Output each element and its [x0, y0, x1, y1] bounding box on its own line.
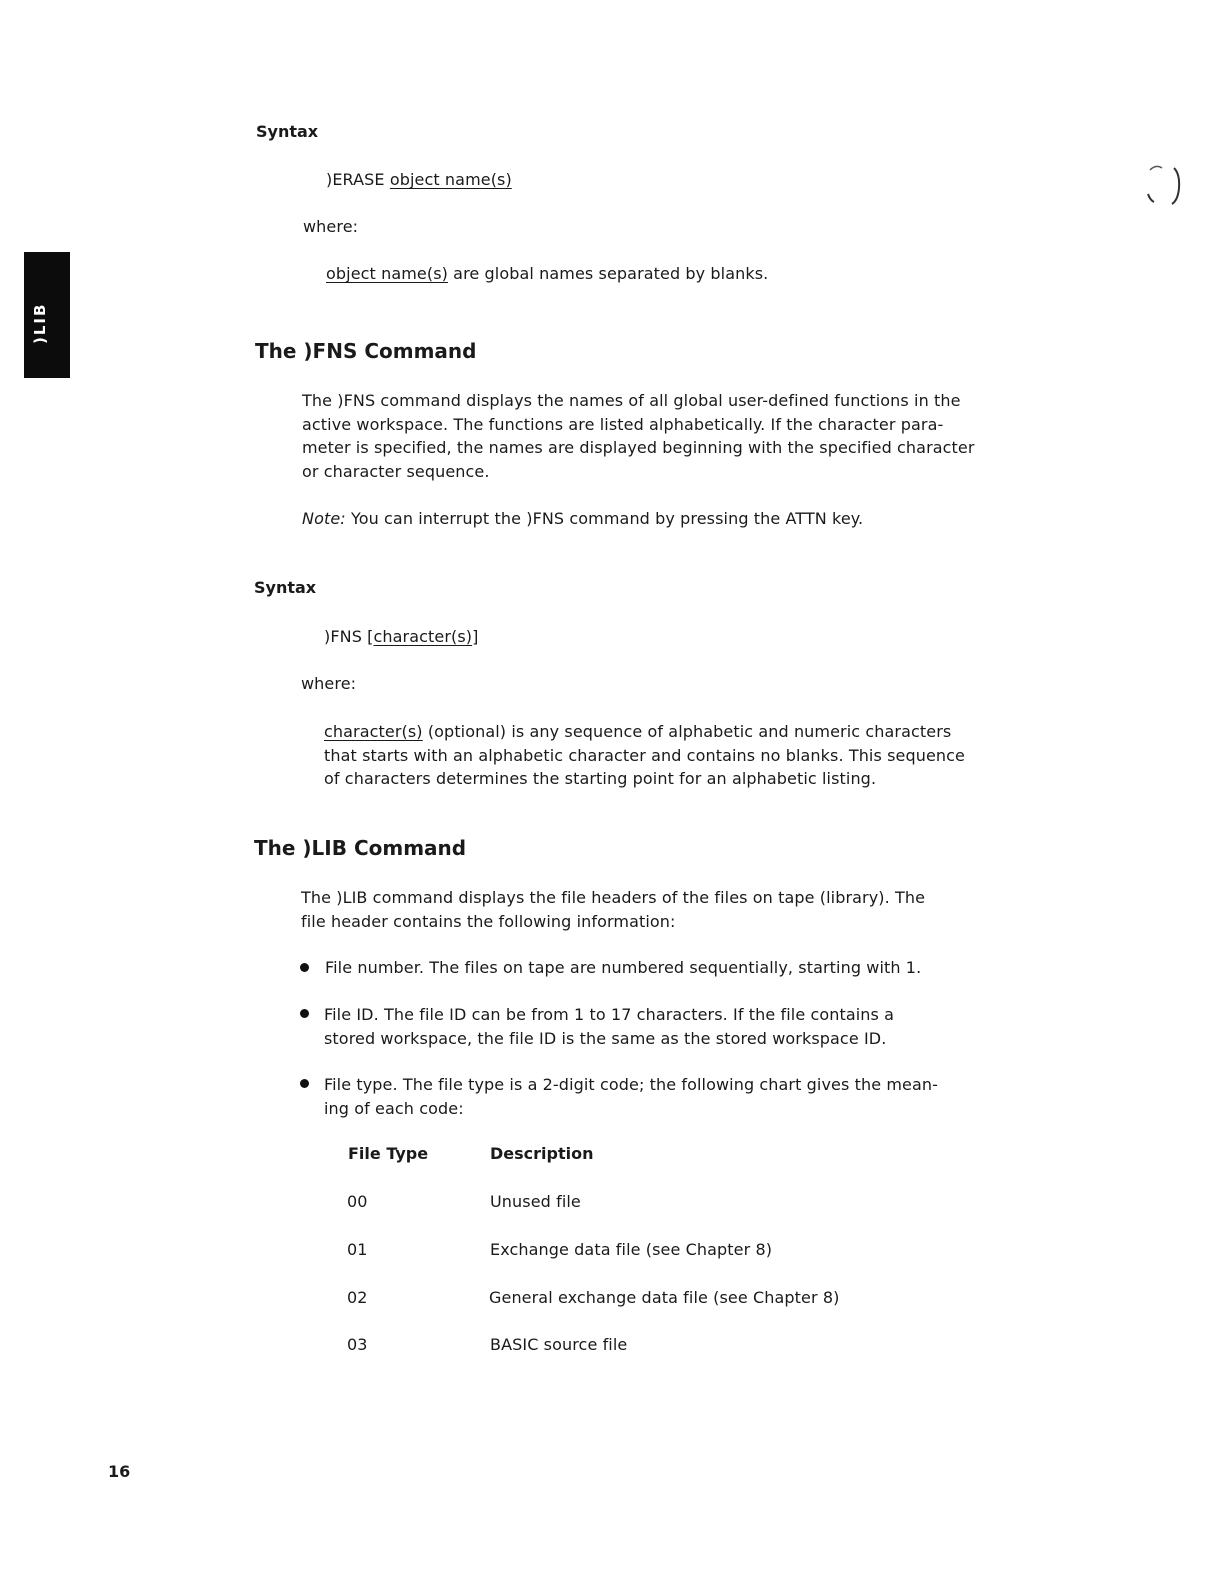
- paragraph-line: meter is specified, the names are displayed beginning with the specified character: [302, 438, 975, 457]
- erase-where-label: where:: [303, 217, 359, 236]
- section-thumb-tab: [24, 252, 70, 378]
- table-cell-description: BASIC source file: [490, 1335, 628, 1354]
- lib-paragraph: [301, 886, 925, 933]
- fns-bracket-open: [: [367, 627, 374, 646]
- fns-command-param: character(s): [373, 627, 473, 646]
- bullet-line: ing of each code:: [324, 1098, 464, 1118]
- page-number: 16: [108, 1462, 131, 1481]
- fns-syntax-command: [324, 625, 478, 649]
- param-line: that starts with an alphabetic character and contains no blanks. This sequence: [324, 745, 966, 765]
- table-cell-code: 03: [347, 1335, 368, 1354]
- bullet-line: File number. The files on tape are numbered sequentially, starting with 1.: [325, 958, 922, 977]
- bullet-line: File ID. The file ID can be from 1 to 17 characters. If the file contains a: [324, 1005, 895, 1024]
- fns-where-label: where:: [301, 674, 357, 693]
- fns-param-desc: (optional) is any sequence of alphabetic and numeric characters: [422, 722, 952, 741]
- bullet-item-file-number: [325, 956, 921, 980]
- bullet-item-file-id: [324, 1003, 894, 1050]
- erase-param-term: object name(s): [326, 264, 448, 283]
- table-cell-code: 01: [347, 1240, 368, 1259]
- param-line: of characters determines the starting point for an alphabetic listing.: [324, 769, 877, 788]
- erase-syntax-command: [326, 168, 512, 192]
- bullet-icon: [300, 1009, 309, 1018]
- fns-param-term: character(s): [324, 722, 423, 741]
- fns-syntax-heading: Syntax: [254, 578, 317, 597]
- paragraph-line: or character sequence.: [302, 461, 490, 481]
- erase-syntax-heading: Syntax: [256, 122, 319, 141]
- table-cell-code: 00: [347, 1192, 368, 1211]
- table-cell-description: Exchange data file (see Chapter 8): [490, 1240, 773, 1259]
- fns-note: [302, 507, 863, 531]
- table-cell-description: General exchange data file (see Chapter 8): [489, 1288, 840, 1307]
- paragraph-line: file header contains the following information:: [301, 911, 676, 931]
- note-text: You can interrupt the )FNS command by pressing the ATTN key.: [345, 509, 864, 528]
- thumb-tab-label: )LIB: [31, 302, 49, 344]
- bullet-line: stored workspace, the file ID is the same as the stored workspace ID.: [324, 1028, 887, 1048]
- paragraph-line: The )LIB command displays the file headers of the files on tape (library). The: [301, 888, 926, 907]
- erase-command-param: object name(s): [389, 170, 512, 189]
- bullet-line: File type. The file type is a 2-digit code; the following chart gives the mean-: [324, 1075, 939, 1094]
- bullet-icon: [300, 1079, 309, 1088]
- table-header-file-type: File Type: [348, 1144, 429, 1163]
- fns-param-definition: [324, 720, 965, 791]
- erase-param-desc: are global names separated by blanks.: [448, 264, 769, 283]
- table-header-description: Description: [490, 1144, 594, 1163]
- table-cell-description: Unused file: [490, 1192, 581, 1211]
- fns-paragraph: [302, 389, 975, 483]
- paragraph-line: The )FNS command displays the names of all global user-defined functions in the: [302, 391, 961, 410]
- erase-command-keyword: )ERASE: [326, 170, 390, 189]
- table-cell-code: 02: [347, 1288, 368, 1307]
- bullet-icon: [300, 963, 309, 972]
- param-line: [324, 720, 965, 744]
- fns-section-title: The )FNS Command: [255, 339, 477, 363]
- note-label: Note:: [302, 509, 346, 528]
- erase-param-definition: [326, 262, 768, 286]
- bullet-item-file-type: [324, 1073, 938, 1120]
- fns-command-keyword: )FNS: [324, 627, 368, 646]
- fns-bracket-close: ]: [472, 627, 479, 646]
- paragraph-line: active workspace. The functions are listed alphabetically. If the character para-: [302, 414, 944, 434]
- lib-section-title: The )LIB Command: [254, 836, 467, 860]
- binder-hole-mark-icon: [1140, 160, 1190, 210]
